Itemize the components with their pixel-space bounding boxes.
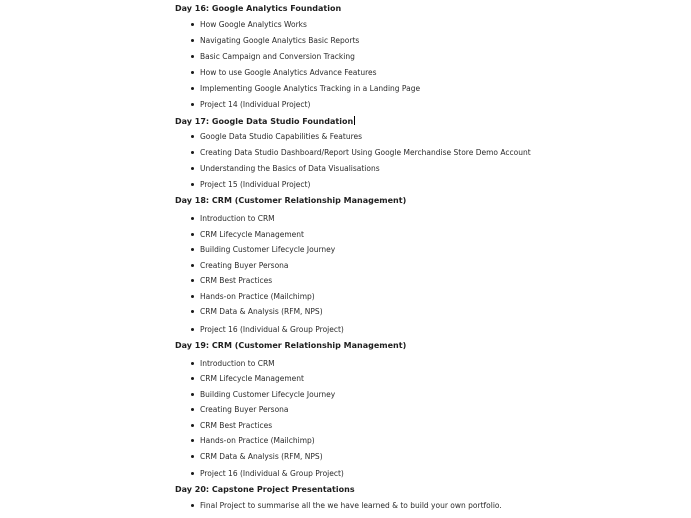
bullet-icon [191,328,194,331]
list-item: Hands-on Practice (Mailchimp) [200,436,315,445]
section-heading-text: Day 17: Google Data Studio Foundation [175,117,354,126]
bullet-icon [191,455,194,458]
bullet-icon [191,472,194,475]
list-item: Introduction to CRM [200,214,275,223]
list-item: How Google Analytics Works [200,20,307,29]
list-item: CRM Lifecycle Management [200,230,304,239]
bullet-icon [191,87,194,90]
list-item: CRM Lifecycle Management [200,374,304,383]
list-item: Project 14 (Individual Project) [200,100,311,109]
bullet-icon [191,233,194,236]
list-item: Creating Data Studio Dashboard/Report Using Google Merchandise Store Demo Account [200,148,531,157]
bullet-icon [191,264,194,267]
bullet-icon [191,135,194,138]
list-item: Project 15 (Individual Project) [200,180,311,189]
section-heading-day-16: Day 16: Google Analytics Foundation [175,4,342,13]
list-item: Final Project to summarise all the we have learned & to build your own portfolio. [200,501,502,510]
list-item: Creating Buyer Persona [200,405,289,414]
bullet-icon [191,408,194,411]
list-item: Basic Campaign and Conversion Tracking [200,52,355,61]
list-item: Project 16 (Individual & Group Project) [200,325,344,334]
list-item: Navigating Google Analytics Basic Reports [200,36,360,45]
bullet-icon [191,393,194,396]
section-heading-day-19: Day 19: CRM (Customer Relationship Management) [175,341,407,350]
bullet-icon [191,103,194,106]
section-heading-day-18: Day 18: CRM (Customer Relationship Management) [175,196,407,205]
bullet-icon [191,279,194,282]
bullet-icon [191,377,194,380]
list-item: Project 16 (Individual & Group Project) [200,469,344,478]
bullet-icon [191,424,194,427]
list-item: How to use Google Analytics Advance Features [200,68,377,77]
bullet-icon [191,183,194,186]
text-cursor [354,116,355,125]
bullet-icon [191,217,194,220]
list-item: Understanding the Basics of Data Visualisations [200,164,380,173]
list-item: CRM Data & Analysis (RFM, NPS) [200,307,323,316]
bullet-icon [191,151,194,154]
bullet-icon [191,23,194,26]
bullet-icon [191,295,194,298]
bullet-icon [191,248,194,251]
list-item: CRM Data & Analysis (RFM, NPS) [200,452,323,461]
list-item: Creating Buyer Persona [200,261,289,270]
list-item: Building Customer Lifecycle Journey [200,245,336,254]
bullet-icon [191,310,194,313]
list-item: Introduction to CRM [200,359,275,368]
bullet-icon [191,55,194,58]
bullet-icon [191,504,194,507]
list-item: CRM Best Practices [200,421,273,430]
list-item: Building Customer Lifecycle Journey [200,390,336,399]
list-item: CRM Best Practices [200,276,273,285]
section-heading-day-17 [175,116,355,127]
list-item: Implementing Google Analytics Tracking in a Landing Page [200,84,421,93]
list-item: Google Data Studio Capabilities & Features [200,132,363,141]
list-item: Hands-on Practice (Mailchimp) [200,292,315,301]
bullet-icon [191,71,194,74]
bullet-icon [191,439,194,442]
bullet-icon [191,362,194,365]
bullet-icon [191,39,194,42]
bullet-icon [191,167,194,170]
section-heading-day-20: Day 20: Capstone Project Presentations [175,485,355,494]
